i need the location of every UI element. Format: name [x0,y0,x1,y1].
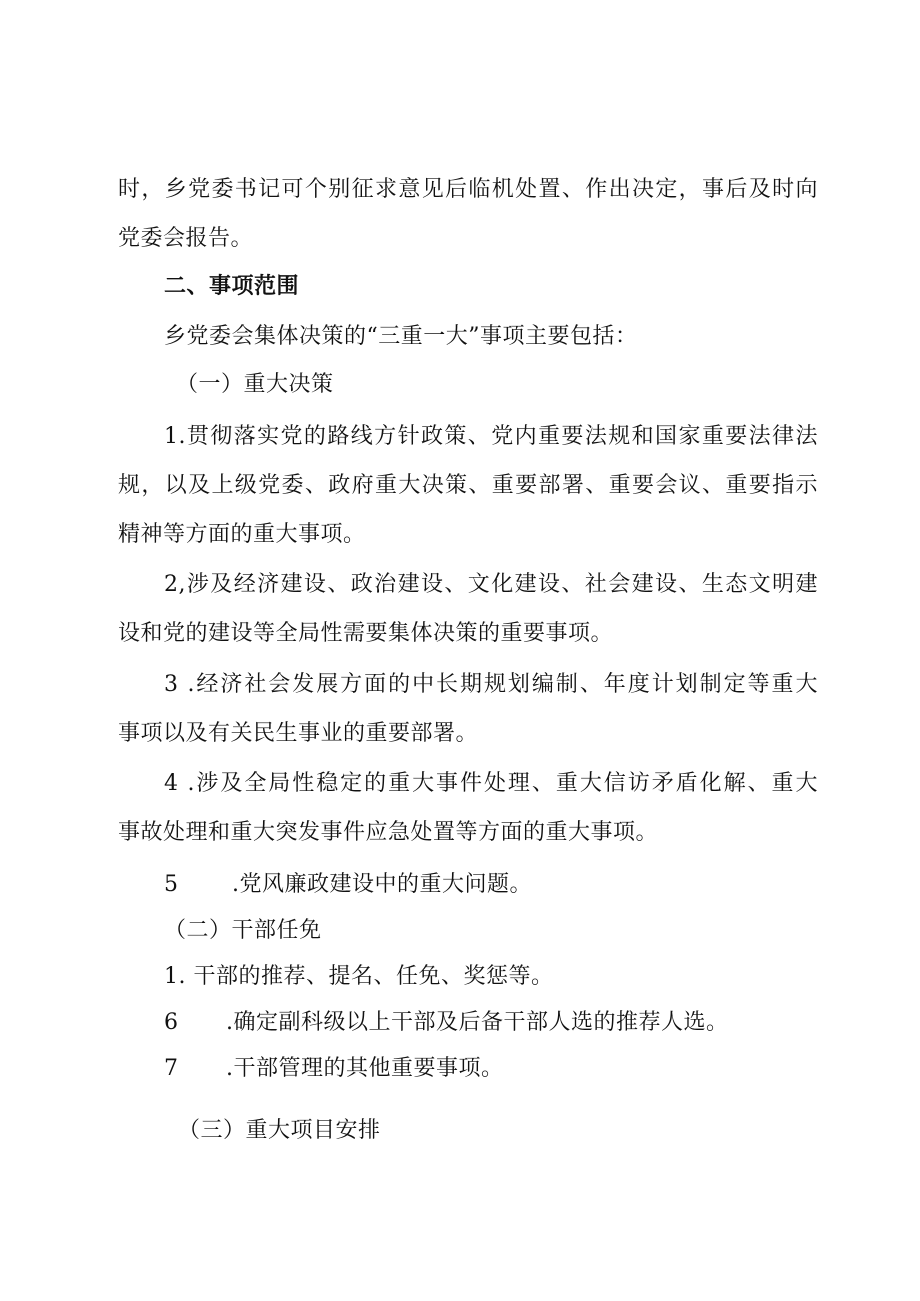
cadre-item-7-number: 7 [164,1056,179,1081]
subsection-2-heading: （二）干部任免 [164,918,322,943]
item-3-line-2: 事项以及有关民生事业的重要部署。 [118,721,479,746]
cadre-item-1: 1. 干部的推荐、提名、任免、奖惩等。 [164,964,554,989]
item-4-line-1: 4 .涉及全局性稳定的重大事件处理、重大信访矛盾化解、重大 [164,771,818,796]
cadre-item-6-text: .确定副科级以上干部及后备干部人选的推荐人选。 [226,1010,729,1035]
item-2-line-2: 设和党的建设等全局性需要集体决策的重要事项。 [118,621,614,646]
item-1-line-2: 规，以及上级党委、政府重大决策、重要部署、重要会议、重要指示 [118,473,818,498]
subsection-1-heading: （一）重大决策 [176,372,334,397]
item-3-line-1: 3 .经济社会发展方面的中长期规划编制、年度计划制定等重大 [164,672,818,697]
item-5-text: .党风廉政建设中的重大问题。 [232,872,532,897]
item-5-number: 5 [164,872,179,897]
intro-line-2: 党委会报告。 [118,226,254,251]
cadre-item-7 [164,1054,504,1084]
item-1-line-1: 1.贯彻落实党的路线方针政策、党内重要法规和国家重要法律法 [164,424,818,449]
section-two-heading: 二、事项范围 [164,274,300,299]
item-1-line-3: 精神等方面的重大事项。 [118,522,366,547]
subsection-3-heading: （三）重大项目安排 [178,1118,381,1143]
intro-line-1: 时，乡党委书记可个别征求意见后临机处置、作出决定，事后及时向 [118,177,818,202]
cadre-item-6-number: 6 [164,1010,179,1035]
cadre-item-6 [164,1008,729,1038]
item-5 [164,870,532,900]
item-4-line-2: 事故处理和重大突发事件应急处置等方面的重大事项。 [118,820,659,845]
cadre-item-7-text: .干部管理的其他重要事项。 [226,1056,504,1081]
item-2-line-1: 2,涉及经济建设、政治建设、文化建设、社会建设、生态文明建 [164,572,818,597]
section-two-lead: 乡党委会集体决策的“三重一大”事项主要包括： [164,324,638,349]
